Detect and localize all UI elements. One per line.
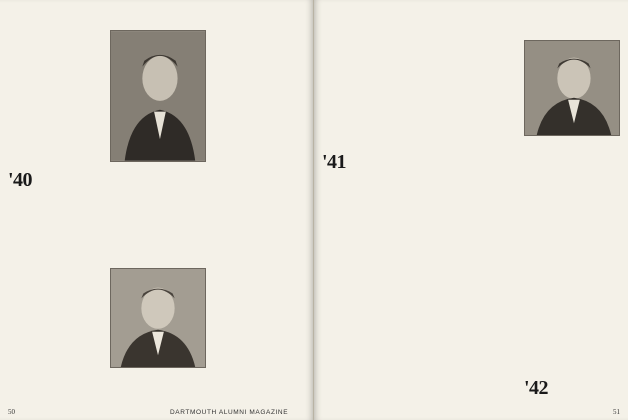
class-notes-text (422, 6, 514, 389)
paragraph (8, 265, 100, 281)
paragraph (212, 302, 306, 318)
paragraph (524, 323, 620, 339)
paragraph (212, 190, 306, 226)
paragraph (322, 265, 414, 301)
paragraph (8, 248, 100, 264)
paragraph (110, 228, 202, 244)
paragraph (8, 283, 100, 319)
paragraph (422, 136, 514, 152)
portrait-image (111, 269, 205, 367)
class-notes-text (322, 174, 414, 393)
paragraph (524, 6, 620, 22)
paragraph (322, 321, 414, 337)
paragraph (524, 306, 620, 322)
left-column-3-lower (212, 172, 306, 404)
class-secretary (34, 171, 100, 185)
portrait-photo-top (110, 30, 206, 162)
paragraph (422, 356, 514, 372)
paragraph (322, 230, 414, 246)
page-number: 50 (8, 408, 15, 416)
paragraph (8, 192, 100, 208)
paragraph (422, 171, 514, 207)
paragraph (422, 97, 514, 133)
class-notes-text (212, 6, 306, 22)
paragraph (422, 283, 514, 299)
paragraph (524, 176, 620, 192)
paragraph (110, 246, 202, 262)
left-column-1 (8, 6, 100, 404)
portrait-photo-right (524, 40, 620, 136)
class-heading (8, 168, 100, 191)
paragraph (322, 97, 414, 133)
paragraph (8, 62, 100, 78)
paragraph (322, 62, 414, 78)
paragraph (212, 375, 306, 391)
paragraph (422, 80, 514, 96)
portrait-image (111, 31, 205, 161)
right-page (314, 0, 628, 420)
paragraph (322, 304, 414, 320)
right-column-1 (322, 6, 414, 404)
paragraph (212, 228, 306, 244)
class-year: '41 (322, 151, 347, 174)
paragraph (212, 393, 306, 404)
paragraph (524, 194, 620, 230)
paragraph (8, 80, 100, 96)
paragraph (212, 319, 306, 335)
paragraph (524, 232, 620, 248)
paragraph (322, 6, 414, 22)
class-notes-text (322, 6, 414, 151)
paragraph (212, 172, 306, 188)
paragraph (322, 80, 414, 96)
paragraph (212, 337, 306, 373)
page-number: 51 (613, 408, 620, 416)
photo-caption-bottom (110, 372, 206, 406)
paragraph (322, 192, 414, 228)
class-notes-text (212, 172, 306, 404)
paragraph (422, 24, 514, 60)
paragraph (524, 267, 620, 303)
paragraph (422, 209, 514, 225)
paragraph (422, 318, 514, 354)
paragraph (110, 6, 202, 22)
class-heading (322, 151, 414, 174)
class-notes-text (8, 192, 100, 320)
right-column-3-lower (524, 176, 620, 404)
paragraph (524, 250, 620, 266)
class-secretary (348, 153, 414, 167)
paragraph (110, 190, 202, 226)
paragraph (212, 6, 306, 22)
class-year: '42 (524, 377, 549, 400)
class-secretary (550, 379, 620, 393)
paragraph (8, 97, 100, 133)
portrait-image (525, 41, 619, 135)
class-notes-text (8, 6, 100, 169)
paragraph (322, 136, 414, 152)
paragraph (422, 244, 514, 280)
class-notes-text (524, 6, 620, 22)
class-heading (524, 377, 620, 400)
paragraph (422, 6, 514, 22)
paragraph (322, 24, 414, 60)
photo-caption-top (212, 118, 306, 168)
paragraph (322, 174, 414, 190)
paragraph (322, 339, 414, 375)
paragraph (422, 153, 514, 169)
paragraph (8, 209, 100, 245)
paragraph (422, 374, 514, 390)
right-column-2 (422, 6, 514, 404)
paragraph (212, 263, 306, 299)
paragraph (8, 24, 100, 60)
magazine-title-footer: DARTMOUTH ALUMNI MAGAZINE (170, 409, 289, 416)
portrait-photo-bottom (110, 268, 206, 368)
paragraph (322, 248, 414, 264)
paragraph (8, 136, 100, 152)
paragraph (212, 246, 306, 262)
paragraph (322, 377, 414, 393)
paragraph (524, 341, 620, 377)
class-notes-text (524, 176, 620, 377)
paragraph (110, 172, 202, 188)
class-notes-text (110, 6, 202, 22)
paragraph (422, 62, 514, 78)
class-year: '40 (8, 168, 33, 191)
paragraph (422, 227, 514, 243)
class-notes-text (524, 400, 620, 404)
paragraph (8, 6, 100, 22)
paragraph (8, 153, 100, 169)
paragraph (524, 400, 620, 404)
paragraph (422, 300, 514, 316)
photo-caption-right (524, 140, 620, 172)
